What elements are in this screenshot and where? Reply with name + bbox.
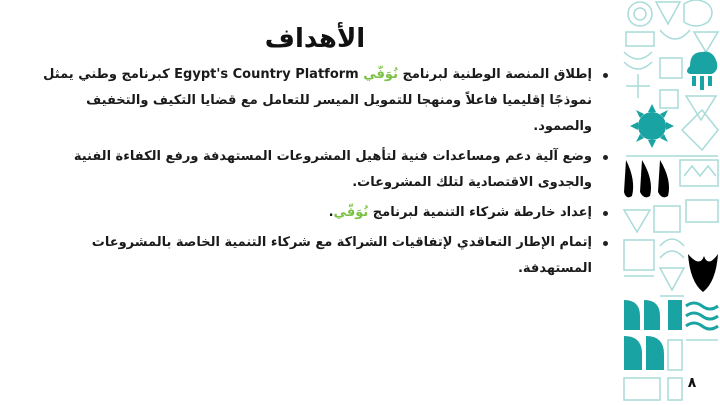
bullet-text: إتمام الإطار التعاقدي لإتفاقيات الشراكة مع شركاء التنمية الخاصة بالمشروعات المستهدفة. xyxy=(91,235,592,276)
bullet-dot-icon xyxy=(603,73,608,78)
geometric-pattern xyxy=(620,0,720,405)
bullet-item xyxy=(38,62,610,140)
bullet-list xyxy=(38,62,610,286)
sun-icon xyxy=(630,104,674,148)
bullet-dot-icon xyxy=(603,211,608,216)
wave-icon xyxy=(686,303,718,329)
drop-icon xyxy=(624,160,669,197)
cloud-rain-icon xyxy=(687,52,717,90)
page-number: ٨ xyxy=(687,375,697,391)
bullet-item xyxy=(38,144,610,196)
bullet-dot-icon xyxy=(603,241,608,246)
brand-highlight: نُوَفّي xyxy=(333,205,369,220)
brand-highlight: نُوَفّي xyxy=(363,67,398,82)
slide-title: الأهداف xyxy=(264,24,366,54)
bullet-text: وضع آلية دعم ومساعدات فنية لتأهيل المشروعات المستهدفة ورفع الكفاءة الفنية والجدوى الاقتصادية لتلك المشروعات. xyxy=(73,149,592,190)
bullet-item xyxy=(38,230,610,282)
bullet-text: . xyxy=(328,205,334,220)
bullet-text: Egypt's Country Platform كبرنامج وطني يمثل نموذجًا إقليميا فاعلاً ومنهجا للتمويل الميسر للتعامل مع قضايا التكيف والتخفيف والصمود. xyxy=(43,67,592,134)
bullet-text: إعداد خارطة شركاء التنمية لبرنامج xyxy=(368,205,592,220)
bullet-text: إطلاق المنصة الوطنية لبرنامج xyxy=(397,67,592,82)
leaf-icon xyxy=(688,254,718,292)
bullet-item xyxy=(38,200,610,226)
bullet-dot-icon xyxy=(603,155,608,160)
